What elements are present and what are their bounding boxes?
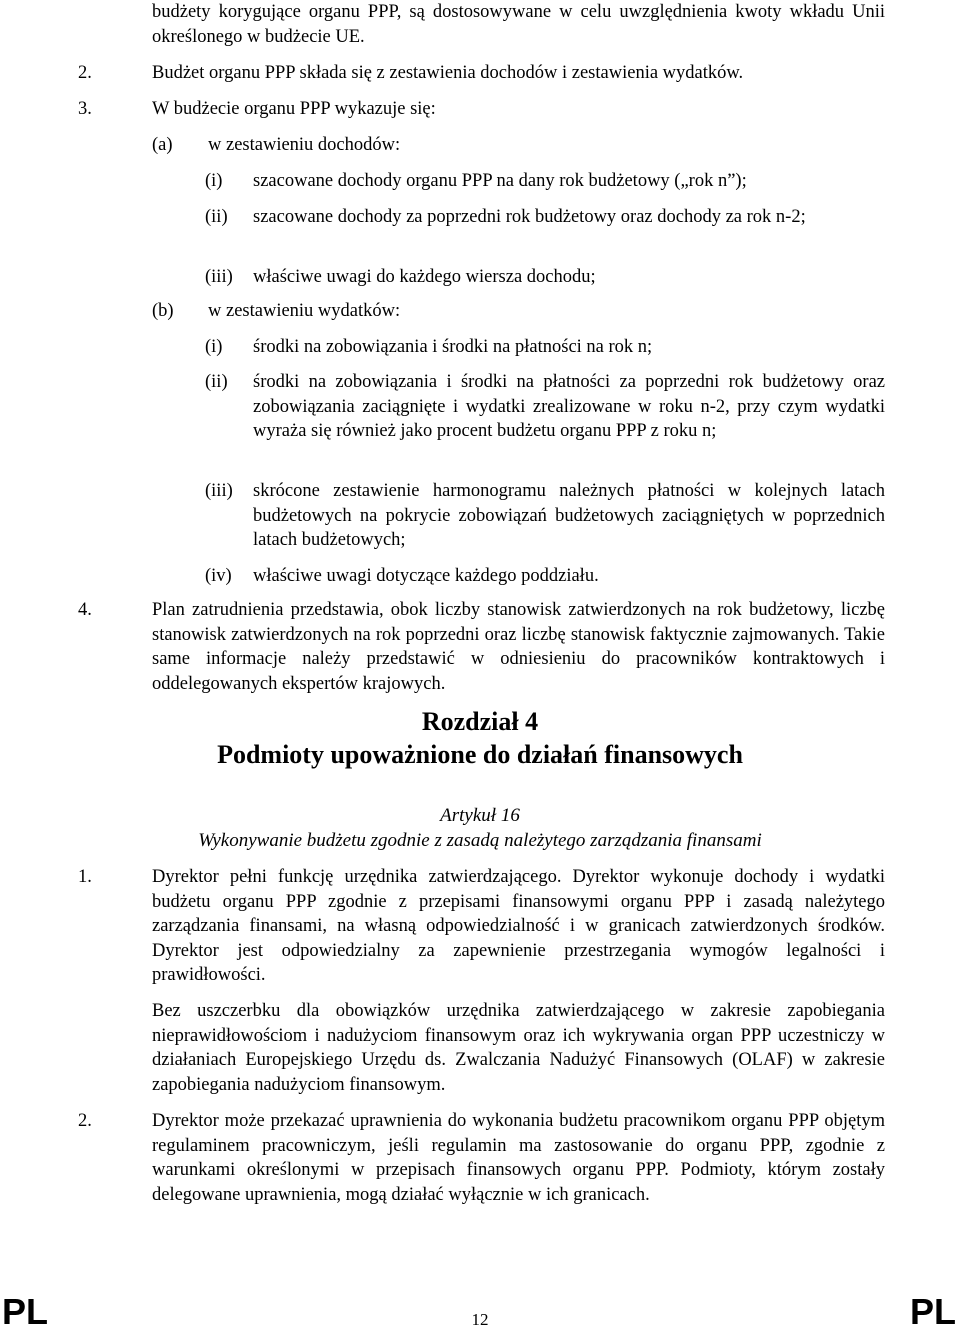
section-3-number: 3. (78, 99, 92, 119)
section-3-text: W budżecie organu PPP wykazuje się: (152, 99, 436, 119)
article-title: Wykonywanie budżetu zgodnie z zasadą należytego zarządzania finansami (198, 830, 762, 851)
point-a-ii-text: szacowane dochody za poprzedni rok budżetowy oraz dochody za rok n-2; (253, 207, 806, 227)
point-a-text: w zestawieniu dochodów: (208, 135, 401, 155)
point-a-ii-label: (ii) (205, 207, 228, 227)
section-4-number: 4. (78, 600, 92, 620)
article-paragraph-1-subparagraph: Bez uszczerbku dla obowiązków urzędnika zatwierdzającego w zakresie zapobiegania nieprawidłowościom i nadużyciom finansowym oraz ich wykrywania organ PPP uczestniczy w działaniach Europejskiego Urzędu ds. Zwalczania Nadużyć Finansowych (OLAF) w zakresie zapobiegania nadużyciom finansowym. (152, 1001, 885, 1095)
article-number: Artykuł 16 (440, 805, 520, 826)
intro-paragraph: budżety korygujące organu PPP, są dostosowywane w celu uwzględnienia kwoty wkładu Unii określonego w budżecie UE. (152, 2, 885, 47)
point-a-iii-text: właściwe uwagi do każdego wiersza dochodu; (253, 267, 596, 287)
article-paragraph-2-number: 2. (78, 1111, 92, 1131)
section-2-number: 2. (78, 63, 92, 83)
footer-language-code-left: PL (2, 1291, 49, 1332)
article-paragraph-1-number: 1. (78, 867, 92, 887)
point-b-iii-text: skrócone zestawienie harmonogramu należnych płatności w kolejnych latach budżetowych na pokrycie zobowiązań budżetowych zaciągniętych w poprzednich latach budżetowych; (253, 481, 885, 550)
point-a-i-text: szacowane dochody organu PPP na dany rok budżetowy („rok n”); (253, 171, 747, 191)
point-a-iii-label: (iii) (205, 267, 233, 287)
section-4-text: Plan zatrudnienia przedstawia, obok liczby stanowisk zatwierdzonych na rok budżetowy, liczbę stanowisk zatwierdzonych na rok poprzedni oraz liczbę stanowisk faktycznie zajmowanych. Takie same informacje należy przedstawić w odniesieniu do pracowników kontraktowych i oddelegowanych ekspertów krajowych. (152, 600, 885, 694)
point-a-i-label: (i) (205, 171, 223, 191)
article-paragraph-1-text: Dyrektor pełni funkcję urzędnika zatwierdzającego. Dyrektor wykonuje dochody i wydatki budżetu organu PPP zgodnie z przepisami finansowymi organu PPP i zasadą należytego zarządzania finansami, na własną odpowiedzialność i w granicach zatwierdzonych środków. Dyrektor jest odpowiedzialny za zapewnienie przestrzegania wymogów legalności i prawidłowości. (152, 867, 885, 985)
point-b-iii-label: (iii) (205, 481, 233, 501)
point-b-i-text: środki na zobowiązania i środki na płatności na rok n; (253, 337, 653, 357)
point-a-label: (a) (152, 135, 173, 155)
point-b-text: w zestawieniu wydatków: (208, 301, 401, 321)
section-2-text: Budżet organu PPP składa się z zestawienia dochodów i zestawienia wydatków. (152, 63, 744, 83)
chapter-title: Podmioty upoważnione do działań finansowych (217, 740, 743, 769)
point-b-iv-text: właściwe uwagi dotyczące każdego poddziału. (253, 566, 599, 586)
point-b-ii-label: (ii) (205, 372, 228, 392)
footer-language-code-right: PL (909, 1291, 956, 1332)
page-number: 12 (471, 1310, 489, 1329)
chapter-number: Rozdział 4 (421, 707, 539, 736)
point-b-label: (b) (152, 301, 174, 321)
point-b-i-label: (i) (205, 337, 223, 357)
article-paragraph-2-text: Dyrektor może przekazać uprawnienia do wykonania budżetu pracownikom organu PPP objętym regulaminem pracowniczym, jeśli regulamin ma zastosowanie do organu PPP, zgodnie z warunkami określonymi w przepisach finansowych organu PPP. Podmioty, którym zostały delegowane uprawnienia, mogą działać wyłącznie w ich granicach. (152, 1111, 885, 1205)
point-b-iv-label: (iv) (205, 566, 232, 586)
point-b-ii-text: środki na zobowiązania i środki na płatności za poprzedni rok budżetowy oraz zobowiązania zaciągnięte i wydatki zrealizowane w roku n-2, przy czym wydatki wyraża się również jako procent budżetu organu PPP z roku n; (253, 372, 885, 441)
